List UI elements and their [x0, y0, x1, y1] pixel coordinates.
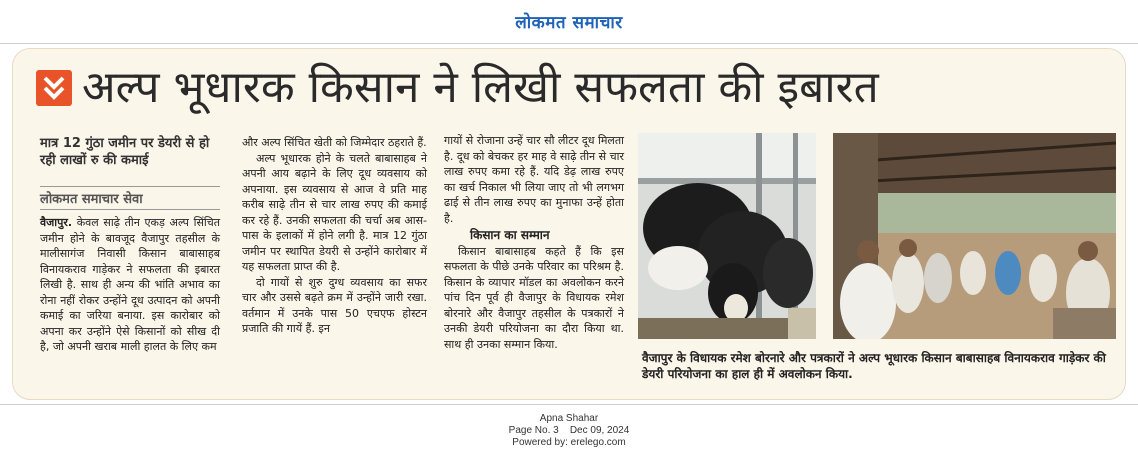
double-chevron-down-icon	[36, 70, 72, 106]
article-paragraph: गायों से रोजाना उन्हें चार सौ लीटर दूध मिलता है. दूध को बेचकर हर माह वे साढ़े तीन से चार लाख रुपए कमा रहे हैं. यदि डेढ़ लाख रुपए का खर्च निकाल भी लिया जाए तो भी लगभग ढाई से तीन लाख रुपए का मुनाफा उन्हें होता है.	[444, 134, 624, 225]
headline: अल्प भूधारक किसान ने लिखी सफलता की इबारत	[82, 62, 879, 113]
dateline: वैजापुर.	[40, 216, 73, 229]
page-footer	[0, 404, 1138, 460]
subhead: मात्र 12 गुंठा जमीन पर डेयरी से हो रही लाखों रु की कमाई	[40, 136, 210, 168]
article-paragraph: अल्प भूधारक होने के चलते बाबासाहब ने अपनी आय बढ़ाने के लिए दूध व्यवसाय को अपनाया. इस व्यवसाय से आज वे प्रति माह करीब साढ़े तीन से चार लाख रुपए की कमाई कर रहे हैं. उनकी सफलता की चर्चा अब आस-पास के इलाकों में होने लगी है. मात्र 12 गुंठा जमीन पर स्थापित डेयरी से उन्होंने कारोबार में यह सफलता प्राप्त की है.	[242, 151, 427, 273]
article-paragraph	[40, 215, 220, 355]
masthead-title: लोकमत समाचार	[515, 13, 623, 33]
cows-photo	[638, 133, 816, 339]
masthead	[0, 0, 1138, 44]
article-paragraph: और अल्प सिंचित खेती को जिम्मेदार ठहराते हैं.	[242, 136, 427, 149]
byline: लोकमत समाचार सेवा	[40, 186, 220, 210]
photo-caption: वैजापुर के विधायक रमेश बोरनारे और पत्रकारों ने अल्प भूधारक किसान बाबासाहब विनायकराव गाड़ेकर की डेयरी परियोजना का हाल ही में अवलोकन किया.	[642, 351, 1106, 381]
section-subheading: किसान का सम्मान	[470, 228, 550, 242]
article-column-2	[242, 135, 427, 337]
visit-photo	[833, 133, 1116, 339]
footer-edition: Apna Shahar	[539, 413, 599, 424]
footer-powered-by: Powered by: erelego.com	[512, 437, 626, 448]
footer-page-date: Page No. 3 Dec 09, 2024	[508, 425, 630, 436]
article-paragraph: दो गायों से शुरु दुग्ध व्यवसाय का सफर चार और उससे बढ़ते क्रम में उन्होंने जारी रखा. वर्तमान में उनके पास 50 एचएफ होस्टन प्रजाति की गायें हैं. इन	[242, 275, 427, 335]
article-paragraph: किसान बाबासाहब कहते हैं कि इस सफलता के पीछे उनके परिवार का परिश्रम है. किसान के व्यापार मॉडल का अवलोकन करने पांच दिन पूर्व ही वैजापुर के विधायक रमेश बोरनारे और वैजापुर तहसील के पत्रकारों ने उनकी डेयरी परियोजना का दौरा किया था. साथ ही उनका सम्मान किया.	[444, 244, 624, 351]
article-column-3	[444, 133, 624, 352]
paragraph-text: केवल साढ़े तीन एकड़ अल्प सिंचित जमीन होने के बावजूद वैजापुर तहसील के मालीसागंज निवासी किसान बाबासाहब विनायकराव गाड़ेकर ने सफलता की इबारत लिखी है. साथ ही अन्य की भांति अभाव का रोना नहीं रोकर उन्होंने दूध उत्पादन को अपनी कमाई का जरिया बनाया. इस कारोबार को अपना कर उन्होंने ऐसे किसानों को सीख दी है, जो अपनी खराब माली हालत के लिए कम	[40, 216, 220, 353]
article-column-1	[40, 215, 220, 355]
